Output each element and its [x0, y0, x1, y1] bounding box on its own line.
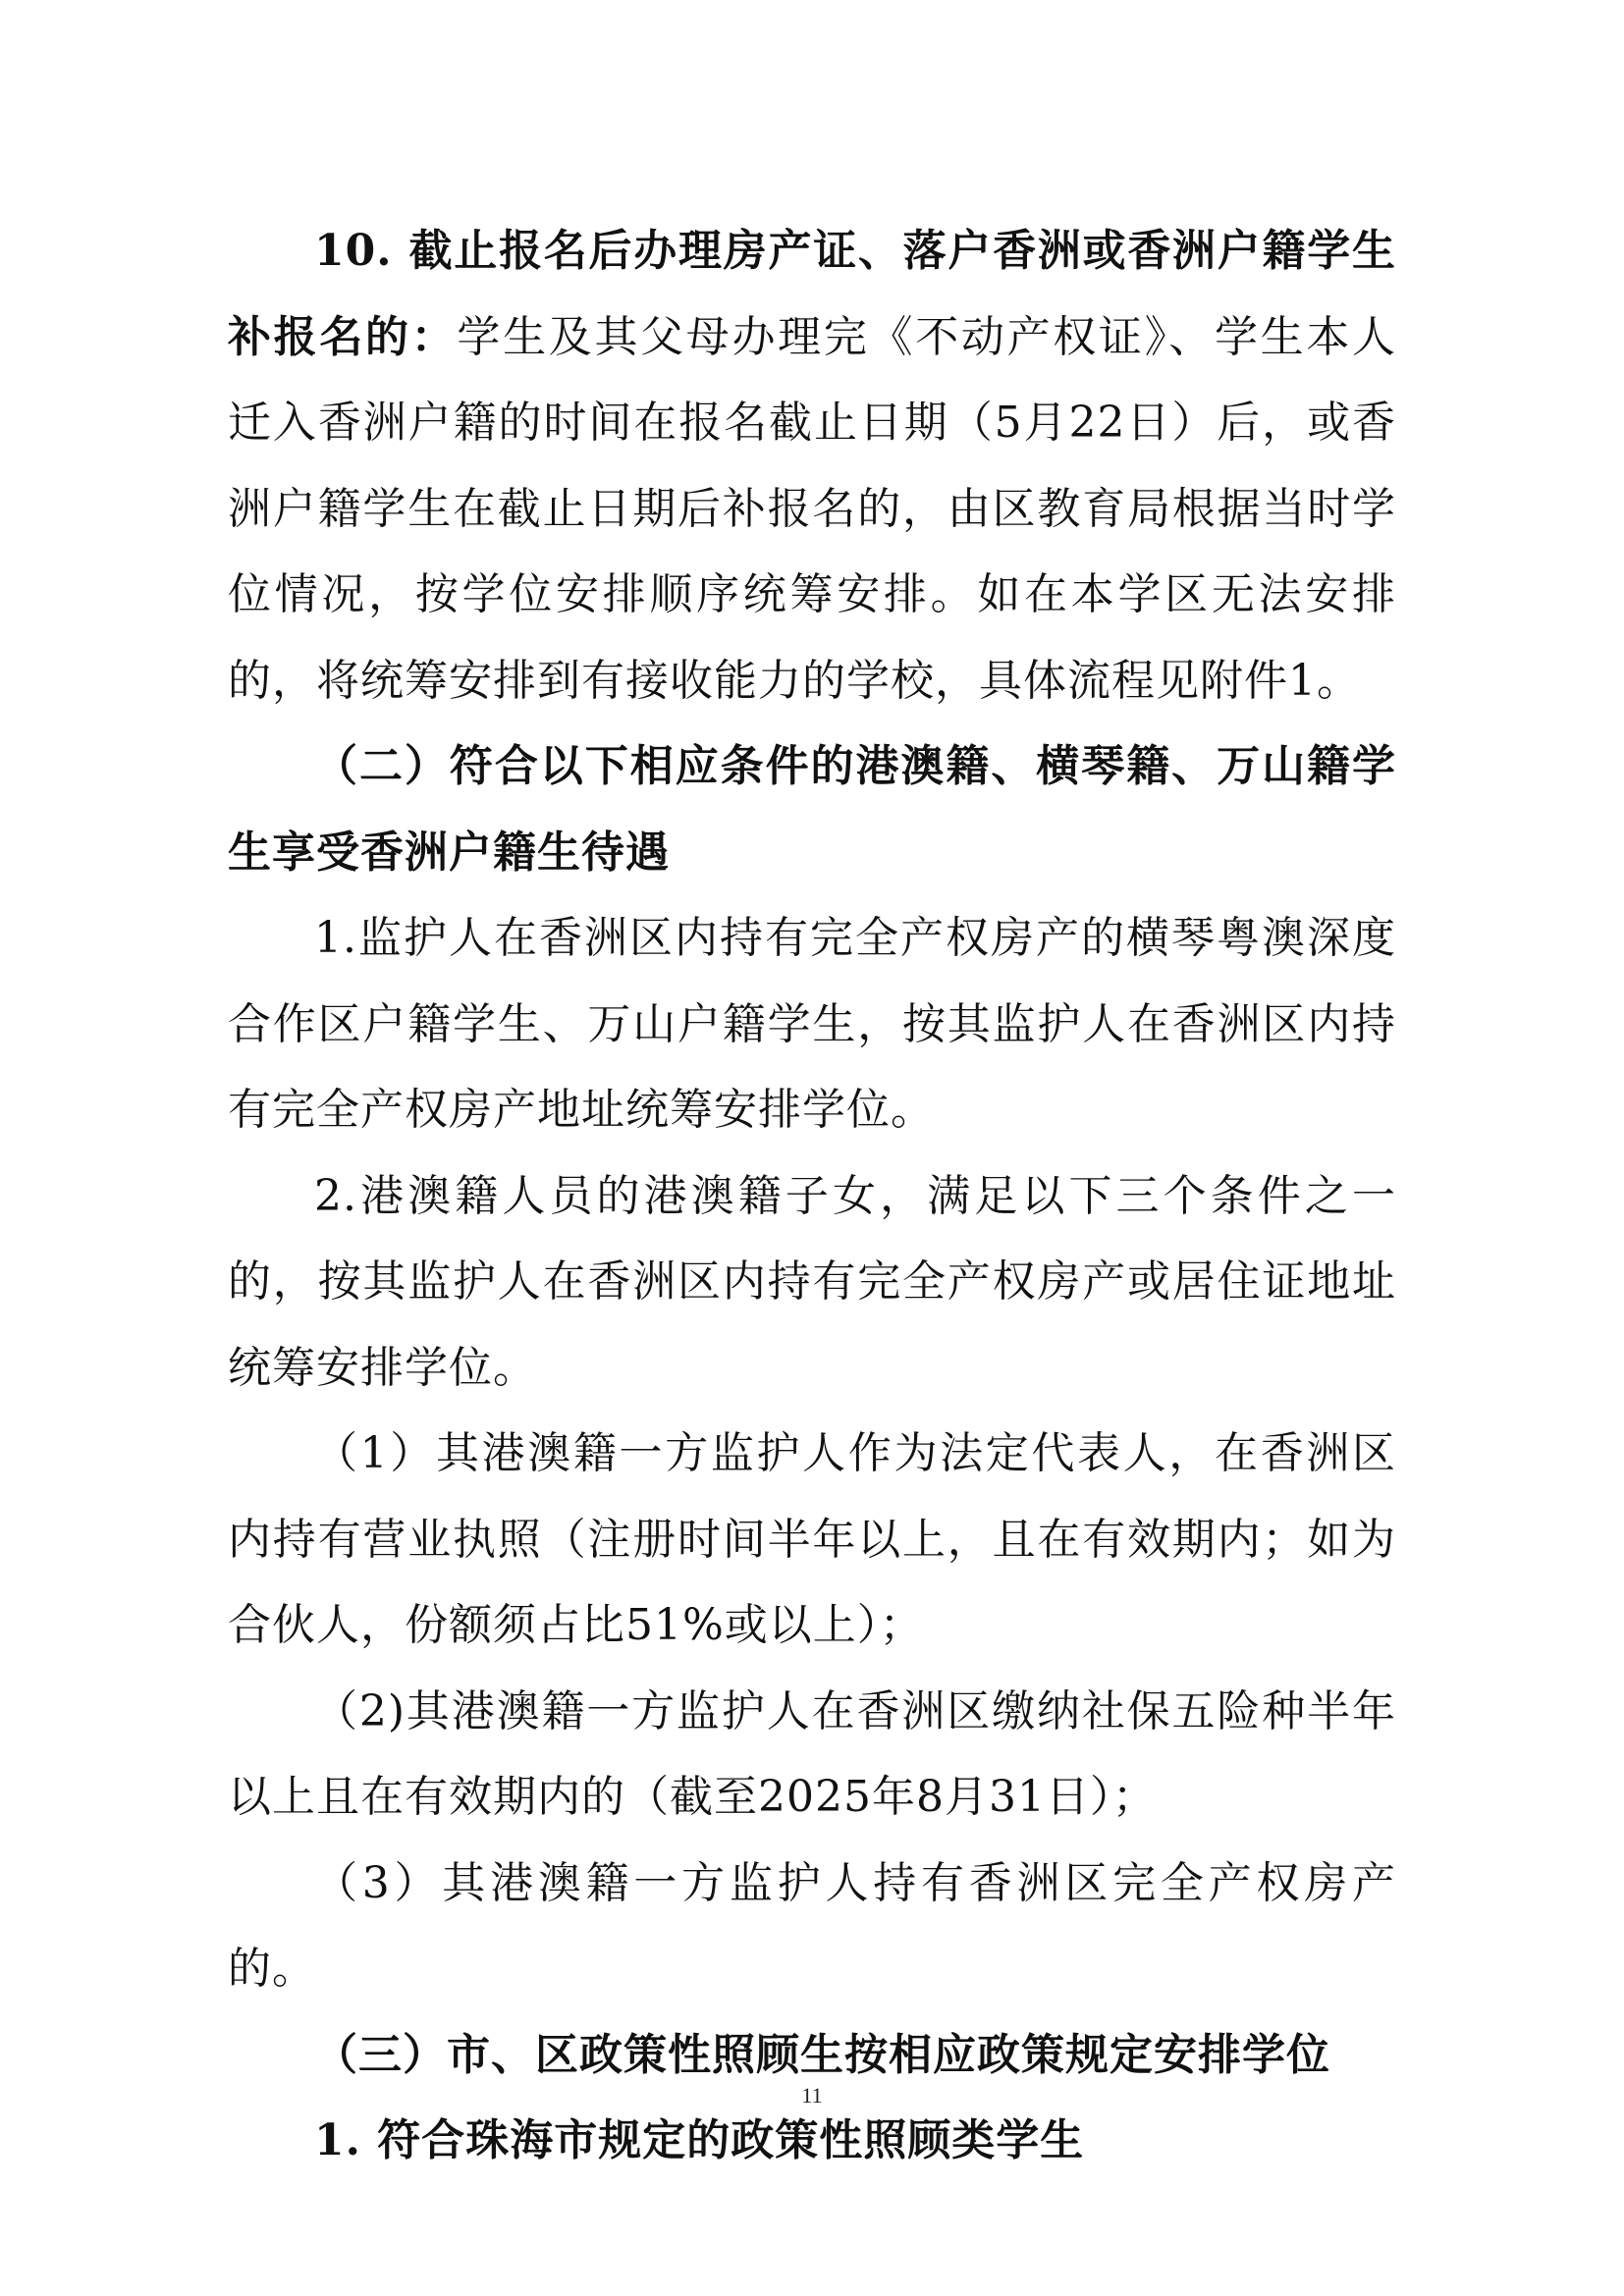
section-3-item-1: 1. 符合珠海市规定的政策性照顾类学生	[314, 2115, 1085, 2165]
section-2-item-1: 1.监护人在香洲区内持有完全产权房产的横琴粤澳深度合作区户籍学生、万山户籍学生，按其监护人在香洲区内持有完全产权房产地址统筹安排学位。	[228, 913, 1396, 1135]
item-10-heading: 10. 截止报名后办理房产证、落户香洲或香洲户籍学生补报名的：	[228, 226, 1396, 362]
document-body	[228, 208, 1396, 2184]
item-10-body: 学生及其父母办理完《不动产权证》、学生本人迁入香洲户籍的时间在报名截止日期（5月22日）后，或香洲户籍学生在截止日期后补报名的，由区教育局根据当时学位情况，按学位安排顺序统筹安排。如在本学区无法安排的，将统筹安排到有接收能力的学校，具体流程见附件1。	[228, 311, 1397, 706]
section-2-heading: （二）符合以下相应条件的港澳籍、横琴籍、万山籍学生享受香洲户籍生待遇	[228, 741, 1396, 878]
page-number: 11	[801, 2083, 823, 2108]
condition-2: （2)其港澳籍一方监护人在香洲区缴纳社保五险种半年以上且在有效期内的（截至2025年8月31日）；	[228, 1685, 1396, 1822]
paragraph-item-10	[228, 208, 1396, 723]
condition-3: （3）其港澳籍一方监护人持有香洲区完全产权房产的。	[228, 1857, 1396, 1994]
condition-1: （1）其港澳籍一方监护人作为法定代表人，在香洲区内持有营业执照（注册时间半年以上，且在有效期内；如为合伙人，份额须占比51%或以上）；	[228, 1428, 1396, 1650]
section-2-item-2: 2.港澳籍人员的港澳籍子女，满足以下三个条件之一的，按其监护人在香洲区内持有完全产权房产或居住证地址统筹安排学位。	[228, 1170, 1396, 1393]
section-3-heading: （三）市、区政策性照顾生按相应政策规定安排学位	[314, 2029, 1330, 2080]
